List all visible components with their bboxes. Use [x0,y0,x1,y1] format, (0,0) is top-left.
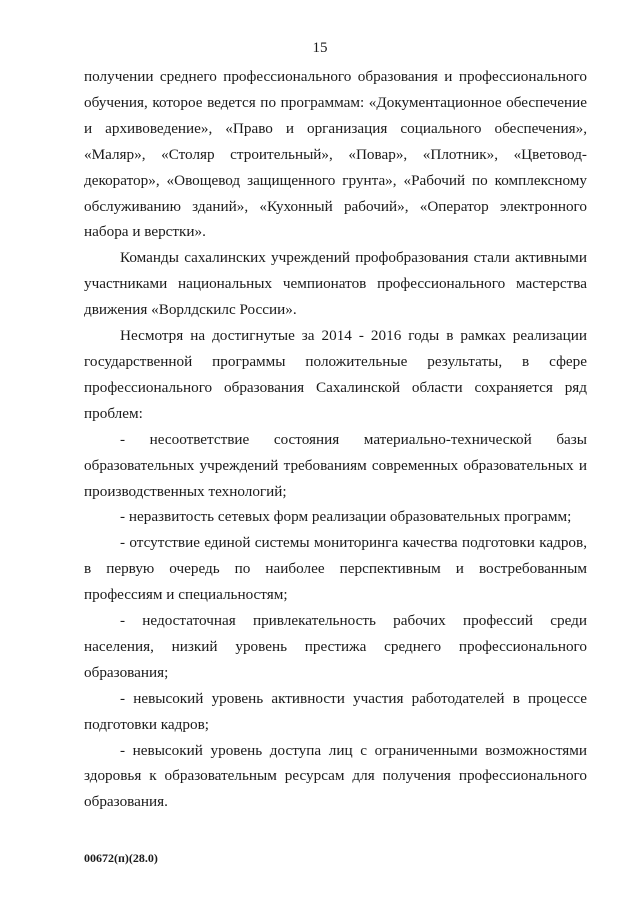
list-item-network-forms: - неразвитость сетевых форм реализации образовательных программ; [120,508,572,526]
list-item-attractiveness: - недостаточная привлекательность рабочих профессий среди населения, низкий уровень престижа среднего профессионального образования; [84,612,587,681]
list-item-employers: - невысокий уровень активности участия работодателей в процессе подготовки кадров; [84,689,587,733]
list-item-material-base: - несоответствие состояния материально-технической базы образовательных учреждений требованиям современных образовательных и производственных технологий; [84,430,587,500]
list-item-monitoring: - отсутствие единой системы мониторинга качества подготовки кадров, в первую очередь по наиболее перспективным и востребованным профессиям и специальностям; [84,534,587,604]
paragraph-continuation: получении среднего профессионального образования и профессионального обучения, которое ведется по программам: «Документационное обеспечение и архивоведение», «Право и организация социального обеспечения», «Маляр», «Столяр строительный», «Повар», «Плотник», «Цветовод-декоратор», «Овощевод защищенного грунта», «Рабочий по комплексному обслуживанию зданий», «Кухонный рабочий», «Оператор электронного набора и верстки». [84,68,587,241]
paragraph-problems-intro: Несмотря на достигнутые за 2014 - 2016 годы в рамках реализации государственной программы положительные результаты, в сфере профессионального образования Сахалинской области сохраняется ряд проблем: [84,327,587,422]
list-item-accessibility: - невысокий уровень доступа лиц с ограниченными возможностями здоровья к образовательным ресурсам для получения профессионального образования. [84,741,587,811]
document-code: 00672(п)(28.0) [84,851,158,865]
page-number: 15 [312,40,328,56]
document-body [84,64,587,815]
paragraph-worldskills: Команды сахалинских учреждений профобразования стали активными участниками национальных чемпионатов профессионального мастерства движения «Ворлдскилс России». [84,249,587,319]
